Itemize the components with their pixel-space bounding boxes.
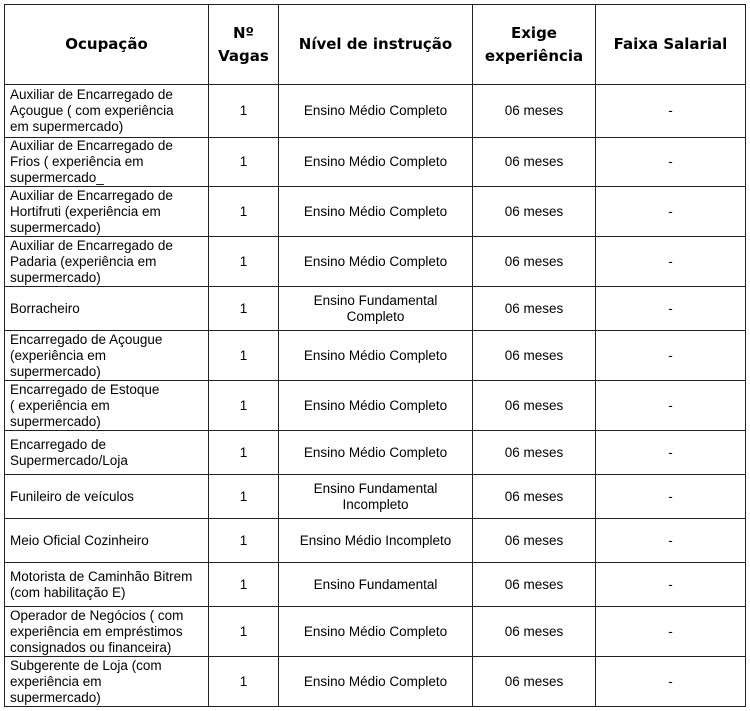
table-row: [5, 287, 746, 331]
vagas-text: 1: [239, 673, 248, 689]
nivel-text-line: Ensino Médio Completo: [303, 397, 448, 413]
table-row: [5, 431, 746, 475]
table-row: [5, 187, 746, 237]
cell-vagas: [209, 331, 279, 381]
cell-ocupacao: [5, 138, 209, 187]
faixa-text: -: [668, 444, 673, 460]
cell-vagas: [209, 475, 279, 519]
cell-faixa: [596, 657, 746, 707]
cell-ocupacao: [5, 607, 209, 657]
nivel-text-line: Ensino Médio Completo: [303, 154, 448, 169]
cell-vagas: [209, 657, 279, 707]
cell-exige: [473, 237, 596, 287]
exige-text: 06 meses: [504, 397, 564, 413]
faixa-text: -: [668, 576, 673, 592]
table-row: [5, 381, 746, 431]
cell-faixa: [596, 237, 746, 287]
ocupacao-text-line: Motorista de Caminhão Bitrem: [10, 568, 193, 584]
cell-nivel: [279, 607, 473, 657]
ocupacao-text-line: Funileiro de veículos: [10, 488, 134, 504]
ocupacao-text-line: Auxiliar de Encarregado de: [10, 187, 173, 203]
ocupacao-text-line: Subgerente de Loja (com: [10, 657, 162, 673]
vagas-text: 1: [239, 576, 248, 592]
vacancies-table: [4, 4, 746, 707]
ocupacao-text-line: Padaria (experiência em: [10, 253, 157, 269]
cell-vagas: [209, 381, 279, 431]
nivel-text-line: Ensino Médio Incompleto: [299, 532, 452, 548]
ocupacao-text-line: experiência em empréstimos: [10, 623, 183, 639]
cell-faixa: [596, 431, 746, 475]
cell-faixa: [596, 607, 746, 657]
ocupacao-text-line: Auxiliar de Encarregado de: [10, 87, 173, 102]
exige-text: 06 meses: [504, 253, 564, 269]
faixa-text: -: [668, 623, 673, 639]
cell-faixa: [596, 187, 746, 237]
cell-exige: [473, 563, 596, 607]
table-body: [5, 85, 746, 707]
cell-vagas: [209, 519, 279, 563]
cell-ocupacao: [5, 657, 209, 707]
nivel-text-line: Completo: [346, 308, 405, 324]
cell-exige: [473, 607, 596, 657]
cell-faixa: [596, 138, 746, 187]
ocupacao-text-line: Supermercado/Loja: [10, 452, 128, 468]
cell-ocupacao: [5, 187, 209, 237]
cell-ocupacao: [5, 563, 209, 607]
faixa-text: -: [668, 253, 673, 269]
cell-exige: [473, 138, 596, 187]
cell-vagas: [209, 563, 279, 607]
ocupacao-text-line: Auxiliar de Encarregado de: [10, 237, 173, 253]
ocupacao-text-line: supermercado): [10, 219, 101, 235]
cell-nivel: [279, 657, 473, 707]
ocupacao-text-line: Borracheiro: [10, 300, 80, 316]
ocupacao-text-line: (com habilitação E): [10, 584, 126, 600]
exige-text: 06 meses: [504, 103, 564, 118]
cell-ocupacao: [5, 431, 209, 475]
nivel-text-line: Ensino Médio Completo: [303, 623, 448, 639]
ocupacao-text-line: Encarregado de: [10, 436, 107, 452]
nivel-text-line: Ensino Médio Completo: [303, 103, 448, 118]
faixa-text: -: [668, 488, 673, 504]
ocupacao-text-line: Hortifruti (experiência em: [10, 203, 161, 219]
table-row: [5, 331, 746, 381]
vagas-text: 1: [239, 347, 248, 363]
nivel-text-line: Ensino Fundamental: [313, 480, 438, 496]
cell-vagas: [209, 431, 279, 475]
nivel-text-line: Incompleto: [342, 496, 409, 512]
vagas-text: 1: [239, 397, 248, 413]
ocupacao-text-line: em supermercado): [10, 119, 124, 134]
cell-ocupacao: [5, 237, 209, 287]
nivel-text-line: Ensino Fundamental: [313, 292, 438, 308]
faixa-text: -: [668, 103, 673, 118]
exige-text: 06 meses: [504, 623, 564, 639]
cell-exige: [473, 657, 596, 707]
ocupacao-text-line: Encarregado de Açougue: [10, 331, 163, 347]
faixa-text: -: [668, 532, 673, 548]
ocupacao-text-line: Frios ( experiência em: [10, 154, 144, 169]
vagas-text: 1: [239, 444, 248, 460]
header-row: [5, 5, 746, 85]
cell-faixa: [596, 331, 746, 381]
header-nivel: Nível de instrução: [279, 5, 473, 85]
cell-vagas: [209, 85, 279, 138]
faixa-text: -: [668, 397, 673, 413]
header-exige: Exige experiência: [473, 5, 596, 85]
cell-faixa: [596, 381, 746, 431]
ocupacao-text-line: Encarregado de Estoque: [10, 381, 160, 397]
cell-faixa: [596, 287, 746, 331]
cell-exige: [473, 85, 596, 138]
ocupacao-text-line: Meio Oficial Cozinheiro: [10, 532, 149, 548]
cell-faixa: [596, 85, 746, 138]
table-row: [5, 607, 746, 657]
nivel-text-line: Ensino Médio Completo: [303, 203, 448, 219]
header-vagas: Nº Vagas: [209, 5, 279, 85]
cell-nivel: [279, 287, 473, 331]
vagas-text: 1: [239, 623, 248, 639]
exige-text: 06 meses: [504, 347, 564, 363]
ocupacao-text-line: supermercado): [10, 689, 101, 705]
vagas-text: 1: [239, 203, 248, 219]
cell-vagas: [209, 607, 279, 657]
vagas-text: 1: [239, 488, 248, 504]
header-faixa: Faixa Salarial: [596, 5, 746, 85]
cell-nivel: [279, 519, 473, 563]
cell-exige: [473, 519, 596, 563]
exige-text: 06 meses: [504, 444, 564, 460]
cell-exige: [473, 287, 596, 331]
cell-vagas: [209, 138, 279, 187]
cell-exige: [473, 475, 596, 519]
cell-nivel: [279, 138, 473, 187]
table-row: [5, 563, 746, 607]
cell-faixa: [596, 519, 746, 563]
vagas-text: 1: [239, 300, 248, 316]
faixa-text: -: [668, 154, 673, 169]
nivel-text-line: Ensino Médio Completo: [303, 444, 448, 460]
ocupacao-text-line: supermercado): [10, 413, 101, 429]
ocupacao-text-line: experiência em: [10, 673, 102, 689]
ocupacao-text-line: Auxiliar de Encarregado de: [10, 138, 173, 153]
ocupacao-text-line: supermercado): [10, 269, 101, 285]
vagas-text: 1: [239, 253, 248, 269]
exige-text: 06 meses: [504, 488, 564, 504]
cell-ocupacao: [5, 475, 209, 519]
table-row: [5, 237, 746, 287]
cell-faixa: [596, 563, 746, 607]
cell-exige: [473, 331, 596, 381]
table-row: [5, 475, 746, 519]
exige-text: 06 meses: [504, 532, 564, 548]
exige-text: 06 meses: [504, 154, 564, 169]
ocupacao-text-line: (experiência em: [10, 347, 107, 363]
exige-text: 06 meses: [504, 673, 564, 689]
table-row: [5, 657, 746, 707]
faixa-text: -: [668, 673, 673, 689]
cell-nivel: [279, 475, 473, 519]
faixa-text: -: [668, 203, 673, 219]
cell-exige: [473, 431, 596, 475]
cell-ocupacao: [5, 519, 209, 563]
ocupacao-text-line: Operador de Negócios ( com: [10, 607, 184, 623]
cell-nivel: [279, 563, 473, 607]
table-row: [5, 519, 746, 563]
exige-text: 06 meses: [504, 576, 564, 592]
table-row: [5, 138, 746, 187]
faixa-text: -: [668, 347, 673, 363]
vagas-text: 1: [239, 103, 248, 118]
exige-text: 06 meses: [504, 203, 564, 219]
ocupacao-text-line: Açougue ( com experiência: [10, 103, 174, 118]
nivel-text-line: Ensino Médio Completo: [303, 347, 448, 363]
cell-nivel: [279, 237, 473, 287]
nivel-text-line: Ensino Fundamental: [313, 576, 438, 592]
ocupacao-text-line: consignados ou financeira): [10, 639, 172, 655]
cell-vagas: [209, 287, 279, 331]
nivel-text-line: Ensino Médio Completo: [303, 253, 448, 269]
cell-nivel: [279, 431, 473, 475]
vagas-text: 1: [239, 532, 248, 548]
cell-exige: [473, 381, 596, 431]
ocupacao-text-line: supermercado_: [10, 170, 104, 185]
cell-ocupacao: [5, 287, 209, 331]
cell-exige: [473, 187, 596, 237]
cell-ocupacao: [5, 331, 209, 381]
cell-nivel: [279, 85, 473, 138]
cell-vagas: [209, 237, 279, 287]
ocupacao-text-line: ( experiência em: [10, 397, 110, 413]
cell-nivel: [279, 381, 473, 431]
vagas-text: 1: [239, 154, 248, 169]
nivel-text-line: Ensino Médio Completo: [303, 673, 448, 689]
cell-vagas: [209, 187, 279, 237]
cell-ocupacao: [5, 381, 209, 431]
ocupacao-text-line: supermercado): [10, 363, 101, 379]
cell-nivel: [279, 331, 473, 381]
table-row: [5, 85, 746, 138]
cell-faixa: [596, 475, 746, 519]
cell-ocupacao: [5, 85, 209, 138]
exige-text: 06 meses: [504, 300, 564, 316]
cell-nivel: [279, 187, 473, 237]
header-ocupacao: Ocupação: [5, 5, 209, 85]
faixa-text: -: [668, 300, 673, 316]
